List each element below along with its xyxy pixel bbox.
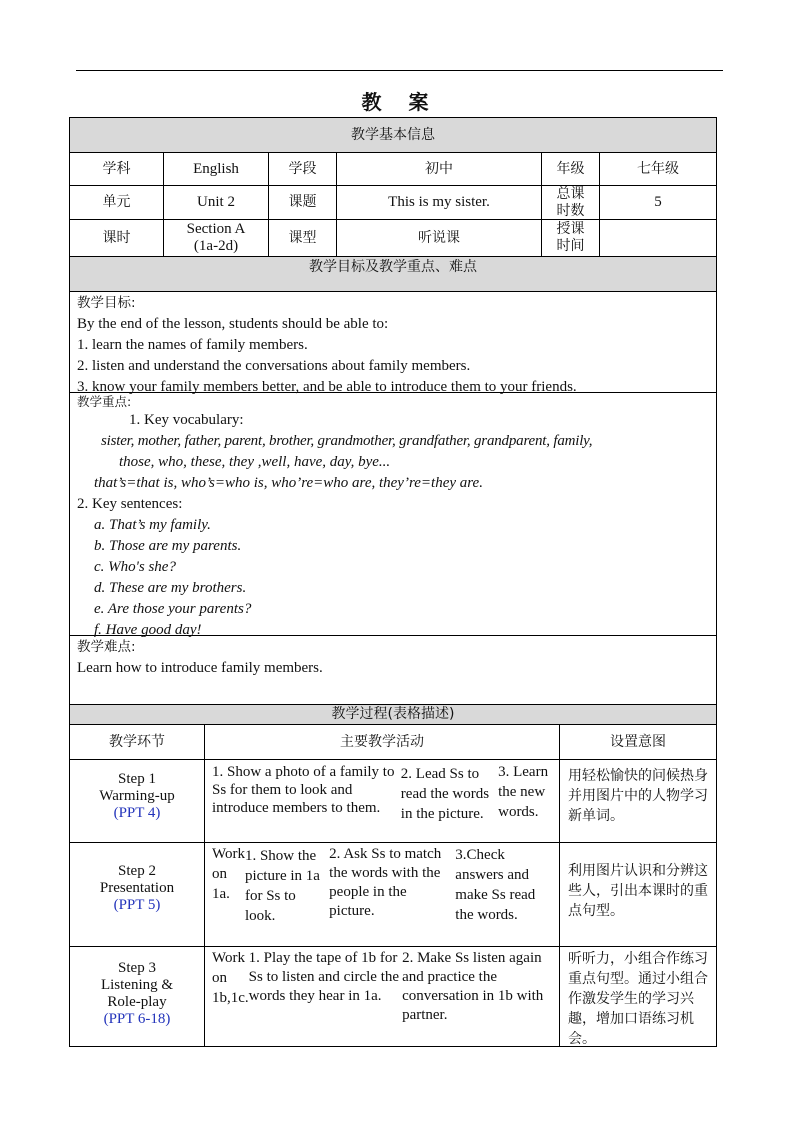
activity-item: 3. Learn the new words. [498,764,549,820]
step-ppt: (PPT 5) [113,897,161,913]
lesson-plan-table [69,117,717,1047]
step-ppt: (PPT 6-18) [103,1010,171,1027]
sentence-item: a. That’s my family. [94,517,211,533]
step-intent: 用轻松愉快的问候热身并用图片中的人物学习新单词。 [559,760,716,842]
step-row [70,759,716,842]
step-ppt: (PPT 4) [113,804,161,821]
key-points-block [70,393,716,638]
vocab-line: sister, mother, father, parent, brother, grandmother, grandfather, grandparent, family, [101,433,593,449]
objectives-header-row [70,256,716,291]
goals-block [70,292,716,395]
info-row-1 [70,152,716,185]
sentence-item: f. Have good day! [94,622,202,638]
process-columns-row [70,724,716,759]
step-name-cell [70,843,204,946]
step-number: Step 1 [118,770,156,787]
col-intent: 设置意图 [559,725,716,759]
step-intent: 利用图片认识和分辨这些人，引出本课时的重点句型。 [559,843,716,946]
col-activities: 主要教学活动 [204,725,559,759]
sentences-title: 2. Key sentences: [77,496,183,512]
key-points-label: 教学重点: [77,394,132,409]
step-title: Listening & [100,976,174,993]
activity-item: 1. Show a photo of a family to Ss for them to look and introduce members to them. [212,764,395,816]
vocab-title: 1. Key vocabulary: [129,412,244,428]
goals-label: 教学目标: [77,295,136,311]
unit-label: 单元 [102,194,131,210]
stage-label: 学段 [268,153,336,185]
stage-value: 初中 [336,153,541,185]
total-periods-value: 5 [599,186,716,219]
lesson-type-label: 课型 [268,220,336,256]
subject-value: English [163,153,268,185]
total-periods-label: 总课时数 [541,186,599,219]
goal-item: 3. know your family members better, and be able to introduce them to your friends. [77,379,577,395]
difficulty-block [70,636,716,704]
basic-info-header-row [70,118,716,152]
info-row-2 [70,185,716,219]
grade-value: 七年级 [599,153,716,185]
activity-item: Work on 1b,1c. [212,950,249,1006]
header-rule [76,70,723,71]
topic-label: 课题 [268,186,336,219]
activity-item: 2. Ask Ss to match the words with the people in the picture. [329,846,442,919]
goals-row [70,291,716,395]
period-label: 课时 [102,229,131,246]
sentence-item: d. These are my brothers. [94,580,247,596]
step-row [70,946,716,1046]
difficulty-label: 教学难点: [77,639,136,655]
goals-intro: By the end of the lesson, students should be able to: [77,316,389,332]
step-name-cell [70,760,204,842]
grade-label: 年级 [541,153,599,185]
col-stage: 教学环节 [109,733,165,750]
step-activities [204,760,559,842]
page-title: 教 案 [361,90,439,114]
difficulty-text: Learn how to introduce family members. [77,660,323,676]
lesson-type-value: 听说课 [336,220,541,256]
key-points-row [70,392,716,638]
teaching-time-label: 授课时间 [541,220,599,256]
vocab-line: that’s=that is, who’s=who is, who’re=who are, they’re=they are. [94,475,483,491]
unit-value: Unit 2 [163,186,268,219]
process-header: 教学过程(表格描述) [331,706,455,722]
period-value: Section A (1a-2d) [163,220,268,256]
info-row-3 [70,219,716,256]
goal-item: 1. learn the names of family members. [77,337,308,353]
step-intent: 听听力，小组合作练习重点句型。通过小组合作激发学生的学习兴趣，增加口语练习机会。 [559,947,716,1046]
activity-item: Work on 1a. [212,846,245,902]
step-number: Step 2 [118,863,156,879]
step-row [70,842,716,946]
subject-label: 学科 [102,160,131,177]
topic-value: This is my sister. [336,186,541,219]
activity-item: 2. Lead Ss to read the words in the picture. [400,766,490,822]
activity-item: 1. Show the picture in 1a for Ss to look. [244,848,320,924]
vocab-line: those, who, these, they ,well, have, day, bye... [119,454,391,470]
sentence-item: e. Are those your parents? [94,601,252,617]
objectives-header: 教学目标及教学重点、难点 [309,259,477,275]
basic-info-header: 教学基本信息 [351,126,435,143]
step-title: Presentation [99,880,175,896]
process-header-row [70,704,716,724]
step-title: Warming-up [99,787,175,804]
activity-item: 2. Make Ss listen again and practice the conversation in 1b with partner. [402,950,544,1023]
activity-item: 1. Play the tape of 1b for Ss to listen and circle the words they hear in 1a. [248,950,400,1004]
activity-item: 3.Check answers and make Ss read the words. [455,847,536,923]
sentence-item: c. Who's she? [94,559,176,575]
goal-item: 2. listen and understand the conversations about family members. [77,358,471,374]
teaching-time-value [599,220,716,256]
difficulty-row [70,635,716,704]
step-number: Step 3 [118,959,156,976]
step-name-cell [70,947,204,1046]
step-activities [204,843,559,946]
step-activities [204,947,559,1046]
sentence-item: b. Those are my parents. [94,538,242,554]
step-title: Role-play [107,993,167,1010]
